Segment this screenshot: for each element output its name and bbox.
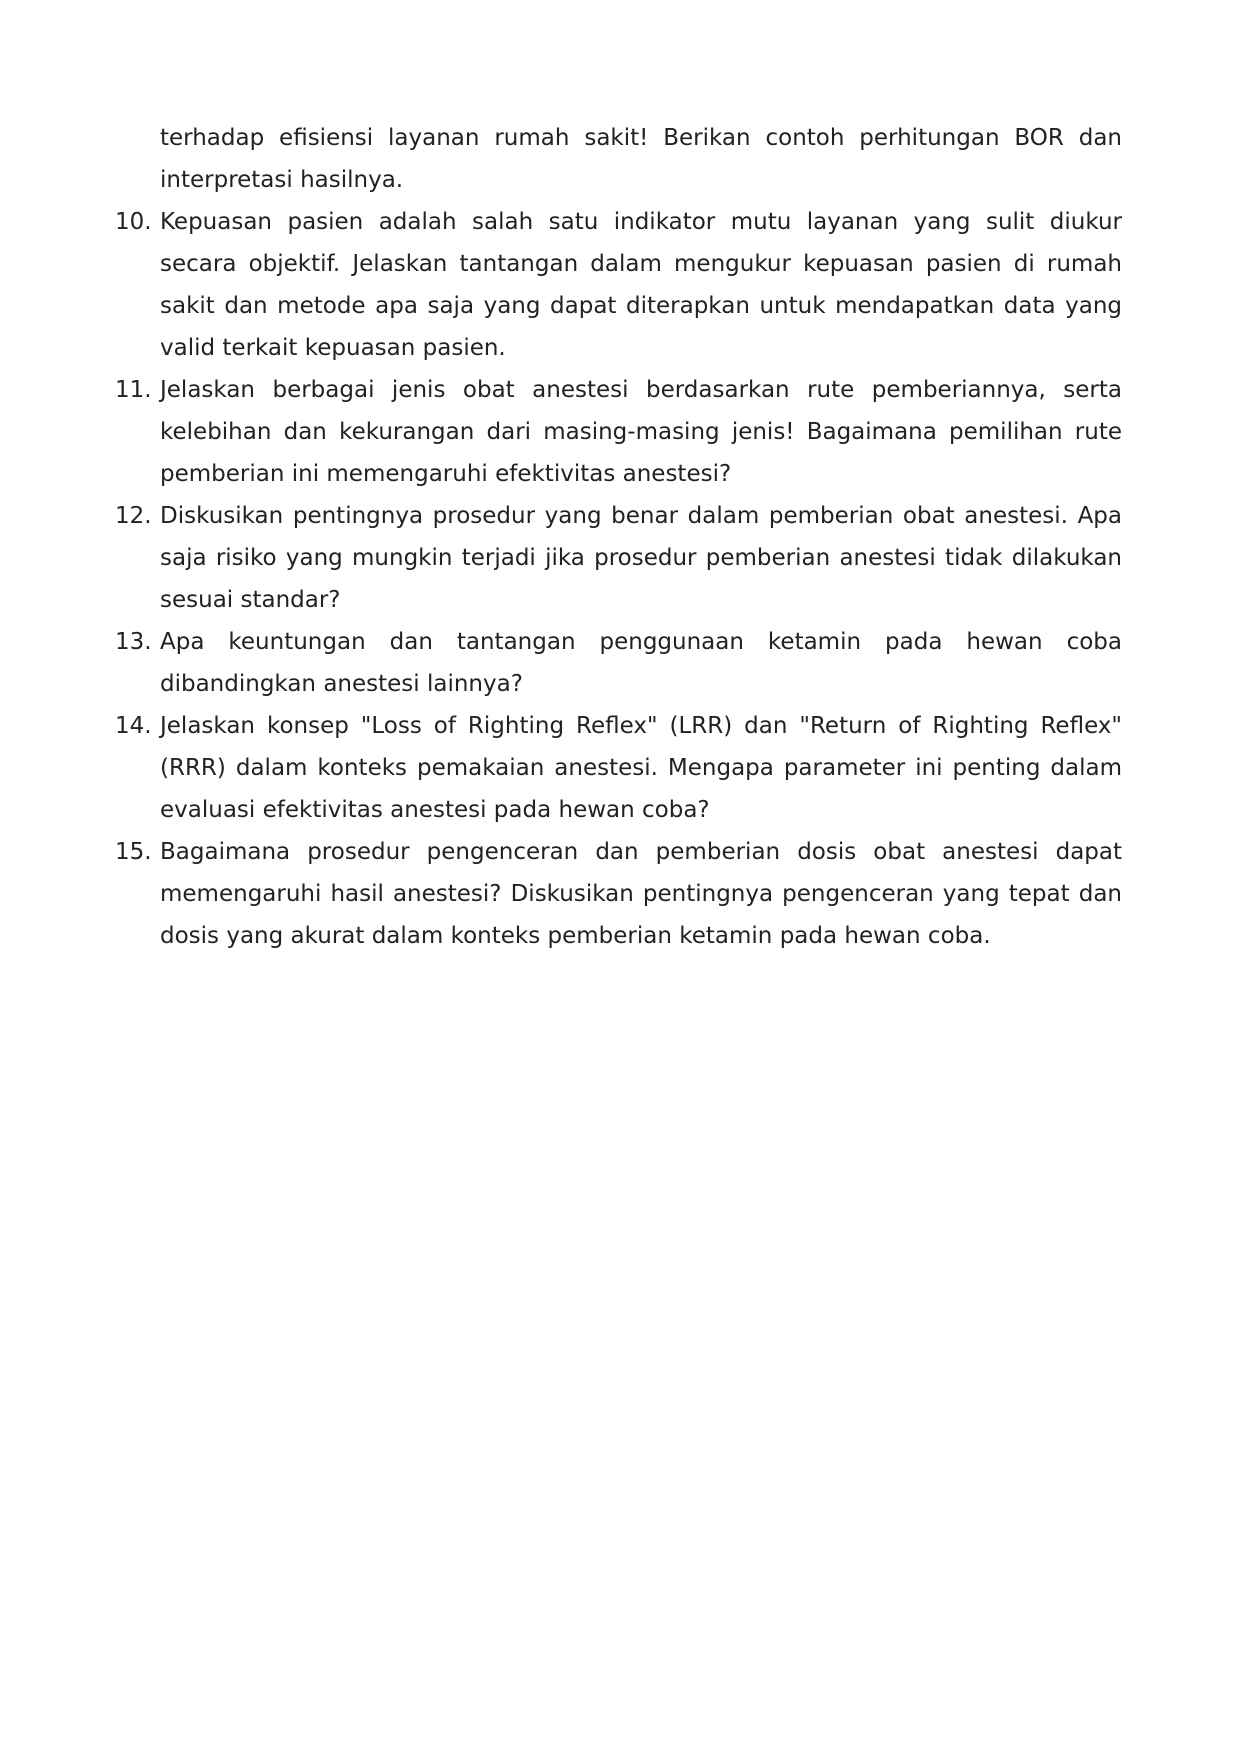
- list-item-text: Jelaskan konsep "Loss of Righting Reflex" (LRR) dan "Return of Righting Reflex" (RRR) dalam konteks pemakaian anestesi. Mengapa parameter ini penting dalam evaluasi efektivitas anestesi pada hewan coba?: [160, 713, 1122, 823]
- continued-paragraph: terhadap efisiensi layanan rumah sakit! Berikan contoh perhitungan BOR dan interpretasi hasilnya.: [160, 125, 1122, 193]
- list-number: 13.: [115, 629, 152, 655]
- list-item-text: Jelaskan berbagai jenis obat anestesi berdasarkan rute pemberiannya, serta kelebihan dan kekurangan dari masing-masing jenis! Bagaimana pemilihan rute pemberian ini memengaruhi efektivitas anestesi?: [160, 377, 1122, 487]
- list-item-11: [115, 369, 1122, 495]
- list-item-10: [115, 201, 1122, 369]
- list-number: 15.: [115, 839, 152, 865]
- list-item-text: Diskusikan pentingnya prosedur yang benar dalam pemberian obat anestesi. Apa saja risiko yang mungkin terjadi jika prosedur pemberian anestesi tidak dilakukan sesuai standar?: [160, 503, 1122, 613]
- list-item-text: Kepuasan pasien adalah salah satu indikator mutu layanan yang sulit diukur secara objektif. Jelaskan tantangan dalam mengukur kepuasan pasien di rumah sakit dan metode apa saja yang dapat diterapkan untuk mendapatkan data yang valid terkait kepuasan pasien.: [160, 209, 1122, 361]
- list-item-15: [115, 831, 1122, 957]
- list-item-12: [115, 495, 1122, 621]
- list-item-text: Apa keuntungan dan tantangan penggunaan ketamin pada hewan coba dibandingkan anestesi lainnya?: [160, 629, 1122, 697]
- list-item-text: Bagaimana prosedur pengenceran dan pemberian dosis obat anestesi dapat memengaruhi hasil anestesi? Diskusikan pentingnya pengenceran yang tepat dan dosis yang akurat dalam konteks pemberian ketamin pada hewan coba.: [160, 839, 1122, 949]
- list-number: 11.: [115, 377, 152, 403]
- list-number: 14.: [115, 713, 152, 739]
- document-body: [115, 117, 1122, 957]
- list-number: 12.: [115, 503, 152, 529]
- list-number: 10.: [115, 209, 152, 235]
- list-item-13: [115, 621, 1122, 705]
- list-item-14: [115, 705, 1122, 831]
